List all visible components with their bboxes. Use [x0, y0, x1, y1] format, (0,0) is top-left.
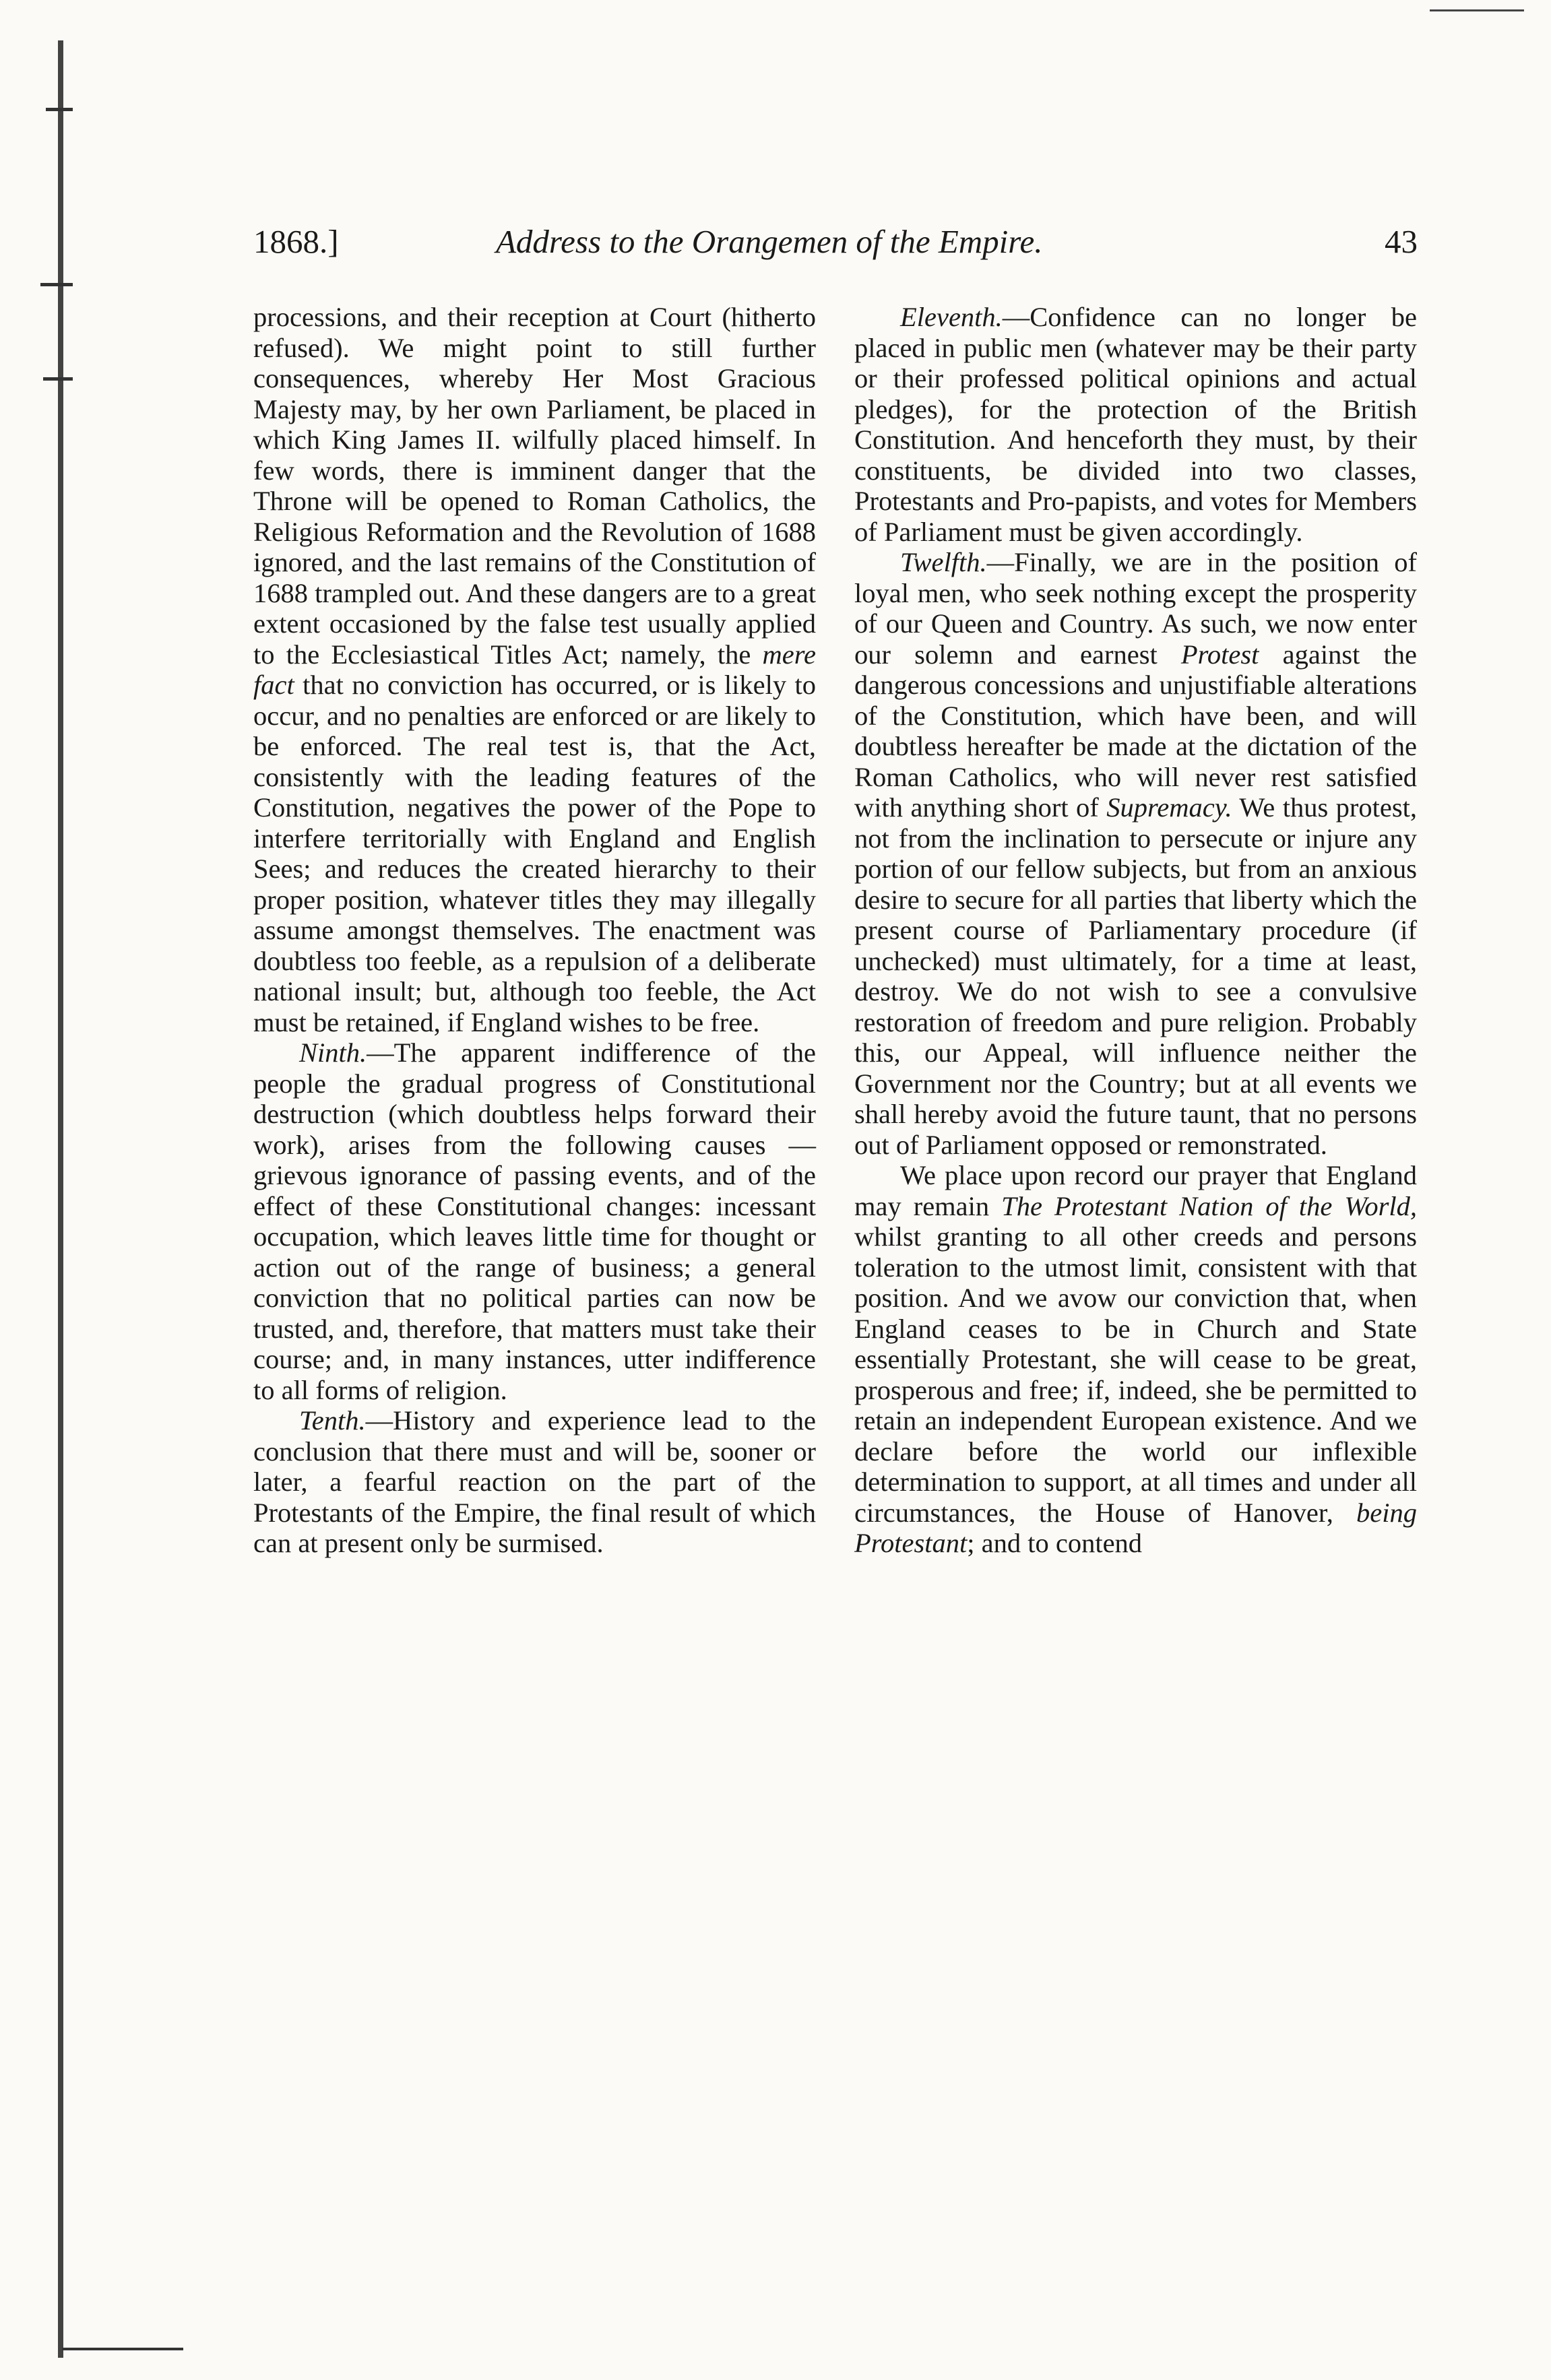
paragraph-text: processions, and their reception at Court (hitherto refused). We might point to still further consequences, whereby Her Most Gracious Majesty may, by her own Parliament, be placed in which King James II. wilfully placed himself. In few words, there is imminent danger that the Throne will be opened to Roman Catholics, the Religious Reformation and the Revolution of 1688 ignored, and the last remains of the Constitution of 1688 trampled out. And these dangers are to a great extent occasioned by the false test usually applied to the Ecclesiastical Titles Act; namely, the: [253, 302, 816, 670]
paragraph-text: —Confidence can no longer be placed in public men (whatever may be their party or their professed political opinions and actual pledges), for the protection of the British Constitution. And henceforth they must, by their constituents, be divided into two classes, Protestants and Pro-papists, and votes for Members of Parliament must be given accordingly.: [854, 302, 1417, 547]
binding-edge: [58, 40, 63, 2358]
paragraph-text: We place upon record our prayer that England may remain: [854, 1160, 1417, 1221]
paragraph-lead: Twelfth.: [900, 547, 987, 577]
emphasis-text: mere fact: [253, 639, 816, 700]
paragraph-lead: Ninth.: [299, 1037, 367, 1068]
paragraph-text: whilst granting to all other creeds and persons toleration to the utmost limit, consistent with that position. And we avow our conviction that, when England ceases to be in Church and State essentially Protestant, she will cease to be great, prosperous and free; if, indeed, she be permitted to retain an independent European existence. And we declare before the world our inflexible determination to support, at all times and under all circumstances, the House of Hanover,: [854, 1221, 1417, 1528]
corner-rule: [1430, 9, 1524, 11]
page-number: 43: [1385, 223, 1418, 260]
paragraph-text: ; and to contend: [967, 1528, 1143, 1558]
emphasis-text: Protest: [1180, 639, 1259, 670]
paragraph-eleventh: [854, 302, 1417, 547]
emphasis-text: The Protestant Nation of the World,: [1001, 1190, 1418, 1221]
paragraph-text: We thus protest, not from the inclination to persecute or injure any portion of our fellow subjects, but from an anxious desire to secure for all parties that liberty which the present course of Parliamentary procedure (if unchecked) must ultimately, for a time at least, destroy. We do not wish to see a convulsive restoration of freedom and pure religion. Probably this, our Appeal, will influence neither the Government nor the Country; but at all events we shall hereby avoid the future taunt, that no persons out of Parliament opposed or remonstrated.: [854, 792, 1418, 1160]
right-column: [854, 302, 1417, 1559]
left-column: [253, 302, 816, 1559]
running-header: [253, 222, 1418, 276]
paragraph-ninth: [253, 1037, 816, 1405]
paragraph-text: —Finally, we are in the position of loyal men, who seek nothing except the prosperity of our Queen and Country. As such, we now enter our solemn and earnest: [854, 547, 1417, 670]
paragraph-lead: Tenth.: [299, 1405, 366, 1436]
paragraph-text: —The apparent indifference of the people the gradual progress of Constitutional destruction (which doubtless helps forward their work), arises from the following causes — grievous ignorance of passing events, and of the effect of these Constitutional changes: incessant occupation, which leaves little time for thought or action out of the range of business; a general conviction that no political parties can now be trusted, and, therefore, that matters must take their course; and, in many instances, utter indifference to all forms of religion.: [253, 1037, 816, 1405]
paragraph-tenth: [253, 1405, 816, 1559]
paragraph: [253, 302, 816, 1037]
paragraph-twelfth: [854, 547, 1417, 1160]
emphasis-text: being Protestant: [854, 1497, 1417, 1558]
header-year: 1868.]: [253, 223, 339, 260]
binding-mark: [62, 2348, 183, 2350]
paragraph-text: against the dangerous concessions and unjustifiable alterations of the Constitution, which have been, and will doubtless hereafter be made at the dictation of the Roman Catholics, who will never rest satisfied with anything short of: [854, 639, 1418, 823]
paragraph-prayer: [854, 1160, 1417, 1559]
paragraph-lead: Eleventh.: [900, 302, 1003, 332]
binding-mark: [46, 108, 73, 111]
binding-mark: [40, 283, 73, 286]
running-title: Address to the Orangemen of the Empire.: [496, 223, 1043, 260]
paragraph-text: that no conviction has occurred, or is likely to occur, and no penalties are enforced or are likely to be enforced. The real test is, that the Act, consistently with the leading features of the Constitution, negatives the power of the Pope to interfere territorially with England and English Sees; and reduces the created hierarchy to their proper position, whatever titles they may illegally assume amongst themselves. The enactment was doubtless too feeble, as a repulsion of a deliberate national insult; but, although too feeble, the Act must be retained, if England wishes to be free.: [253, 670, 817, 1037]
binding-mark: [43, 377, 73, 381]
paragraph-text: —History and experience lead to the conclusion that there must and will be, sooner or later, a fearful reaction on the part of the Protestants of the Empire, the final result of which can at present only be surmised.: [253, 1405, 816, 1558]
emphasis-text: Supremacy.: [1106, 792, 1232, 823]
